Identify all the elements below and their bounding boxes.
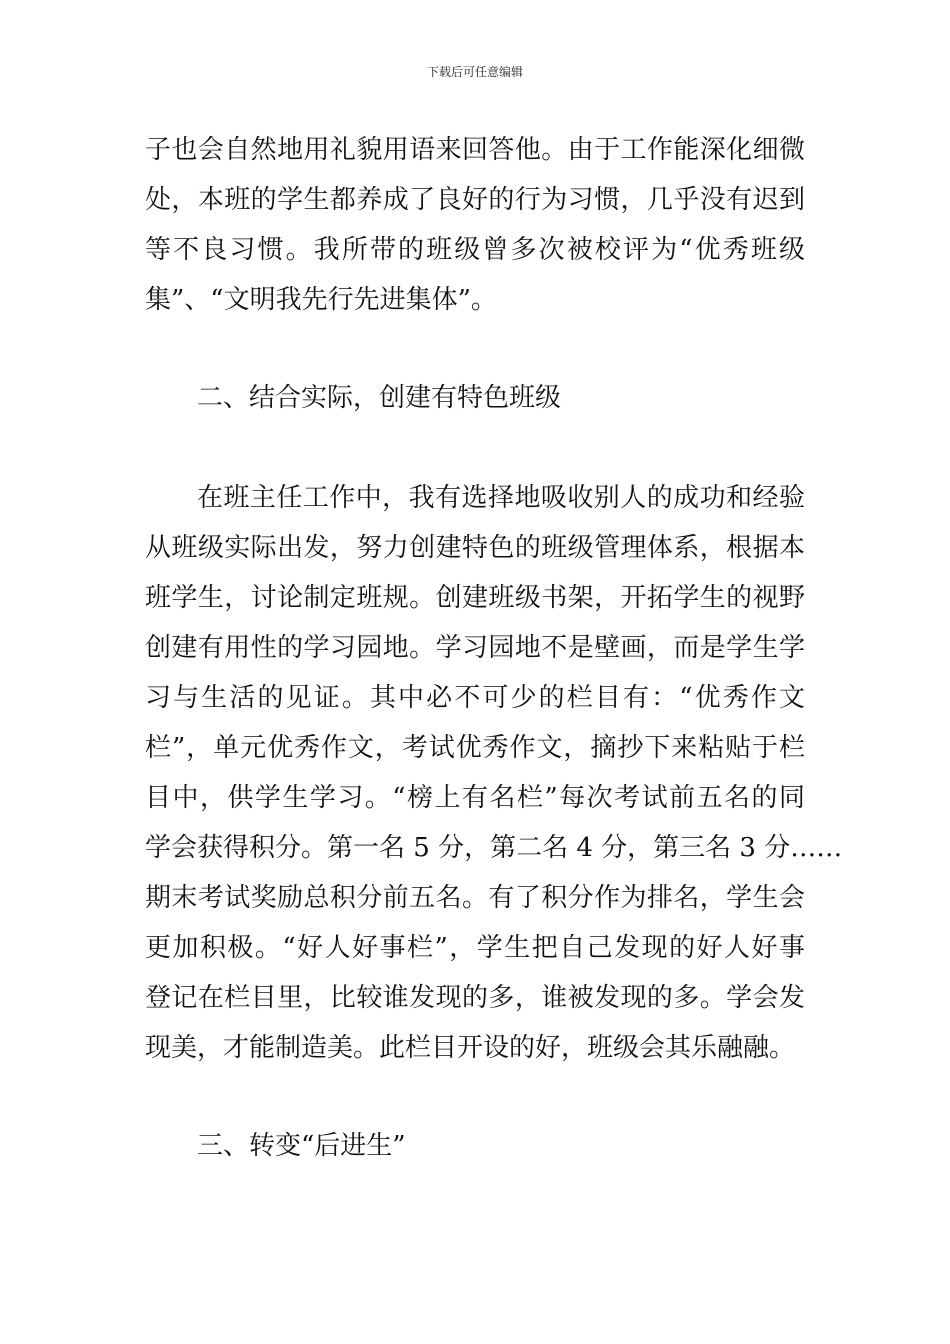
paragraph-line: 班学生，讨论制定班规。创建班级书架，开拓学生的视野	[145, 583, 805, 613]
paragraph-line: 子也会自然地用礼貌用语来回答他。由于工作能深化细微	[145, 135, 805, 165]
section-heading-3: 三、转变“后进生”	[197, 1131, 406, 1161]
paragraph-line: 现美，才能制造美。此栏目开设的好，班级会其乐融融。	[145, 1033, 796, 1063]
page-header-note: 下载后可任意编辑	[426, 65, 523, 79]
paragraph-line: 创建有用性的学习园地。学习园地不是壁画，而是学生学	[145, 633, 805, 663]
paragraph-line: 从班级实际出发，努力创建特色的班级管理体系，根据本	[145, 533, 805, 563]
paragraph-line: 更加积极。“好人好事栏”，学生把自己发现的好人好事	[145, 933, 805, 963]
paragraph-line: 栏”，单元优秀作文，考试优秀作文，摘抄下来粘贴于栏	[145, 733, 805, 763]
paragraph-line: 处，本班的学生都养成了良好的行为习惯，几乎没有迟到	[145, 185, 805, 215]
paragraph-line: 登记在栏目里，比较谁发现的多，谁被发现的多。学会发	[145, 983, 805, 1013]
paragraph-line: 等不良习惯。我所带的班级曾多次被校评为“优秀班级	[145, 235, 805, 265]
paragraph-line: 在班主任工作中，我有选择地吸收别人的成功和经验	[197, 483, 805, 513]
section-heading-2: 二、结合实际，创建有特色班级	[197, 383, 562, 413]
paragraph-line: 习与生活的见证。其中必不可少的栏目有：“优秀作文	[145, 683, 805, 713]
paragraph-line: 目中，供学生学习。“榜上有名栏”每次考试前五名的同	[145, 783, 805, 813]
paragraph-line: 学会获得积分。第一名 5 分，第二名 4 分，第三名 3 分……	[145, 833, 843, 863]
paragraph-line: 集”、“文明我先行先进集体”。	[145, 285, 497, 315]
paragraph-line: 期末考试奖励总积分前五名。有了积分作为排名，学生会	[145, 883, 805, 913]
